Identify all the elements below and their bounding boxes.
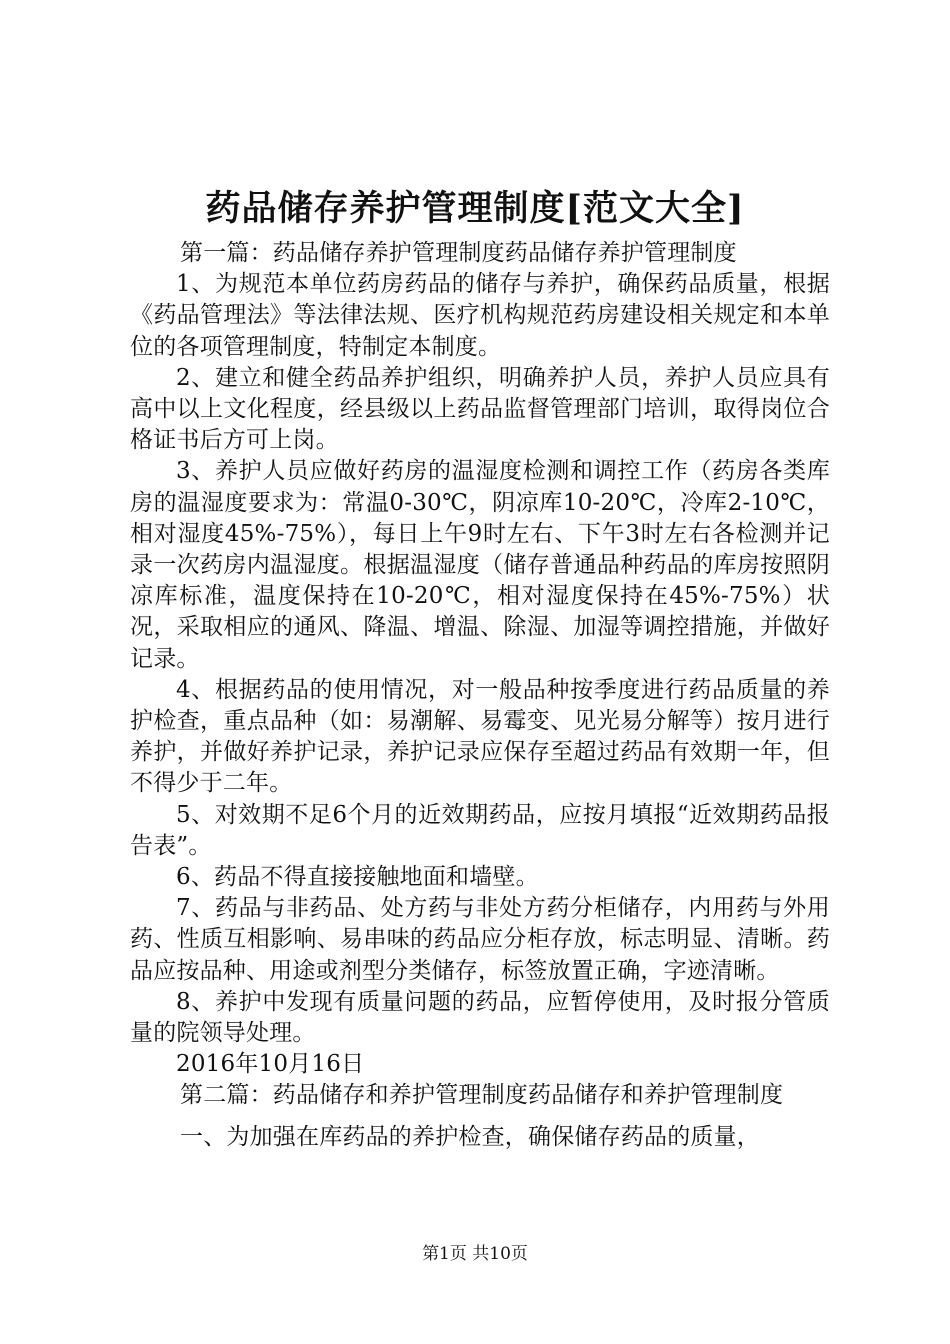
paragraph-8: 8、养护中发现有质量问题的药品，应暂停使用，及时报分管质量的院领导处理。: [130, 988, 830, 1047]
paragraph-5: 5、对效期不足6个月的近效期药品，应按月填报“近效期药品报告表”。: [130, 801, 830, 859]
paragraph-2: 2、建立和健全药品养护组织，明确养护人员，养护人员应具有高中以上文化程度，经县级以上药品监督管理部门培训，取得岗位合格证书后方可上岗。: [130, 364, 830, 454]
paragraph-3: 3、养护人员应做好药房的温湿度检测和调控工作（药房各类库房的温湿度要求为：常温0-30℃，阴凉库10-20℃，冷库2-10℃，相对湿度45%-75%），每日上午9时左右、下午3时左右各检测并记录一次药房内温湿度。根据温湿度（储存普通品种药品的库房按照阴凉库标准，温度保持在10-20℃，相对湿度保持在45%-75%）状况，采取相应的通风、降温、增温、除湿、加湿等调控措施，并做好记录。: [130, 458, 830, 672]
section-heading-1: 第一篇：药品储存养护管理制度药品储存养护管理制度: [180, 240, 737, 266]
document-date: 2016年10月16日: [176, 1051, 365, 1078]
section-heading-2: 第二篇：药品储存和养护管理制度药品储存和养护管理制度: [180, 1082, 784, 1109]
paragraph-7: 7、药品与非药品、处方药与非处方药分柜储存，内用药与外用药、性质互相影响、易串味的药品应分柜存放，标志明显、清晰。药品应按品种、用途或剂型分类储存，标签放置正确，字迹清晰。: [130, 895, 830, 984]
paragraph-6: 6、药品不得直接接触地面和墙壁。: [176, 864, 539, 891]
paragraph-1: 1、为规范本单位药房药品的储存与养护，确保药品质量，根据《药品管理法》等法律法规、医疗机构规范药房建设相关规定和本单位的各项管理制度，特制定本制度。: [130, 271, 830, 360]
document-body: [130, 238, 830, 1153]
page-footer: 第1页 共10页: [422, 1244, 528, 1264]
paragraph-9: 一、为加强在库药品的养护检查，确保储存药品的质量，: [180, 1123, 760, 1150]
document-title: 药品储存养护管理制度[范文大全]: [205, 188, 745, 229]
paragraph-4: 4、根据药品的使用情况，对一般品种按季度进行药品质量的养护检查，重点品种（如：易潮解、易霉变、见光易分解等）按月进行养护，并做好养护记录，养护记录应保存至超过药品有效期一年，但不得少于二年。: [130, 676, 830, 797]
